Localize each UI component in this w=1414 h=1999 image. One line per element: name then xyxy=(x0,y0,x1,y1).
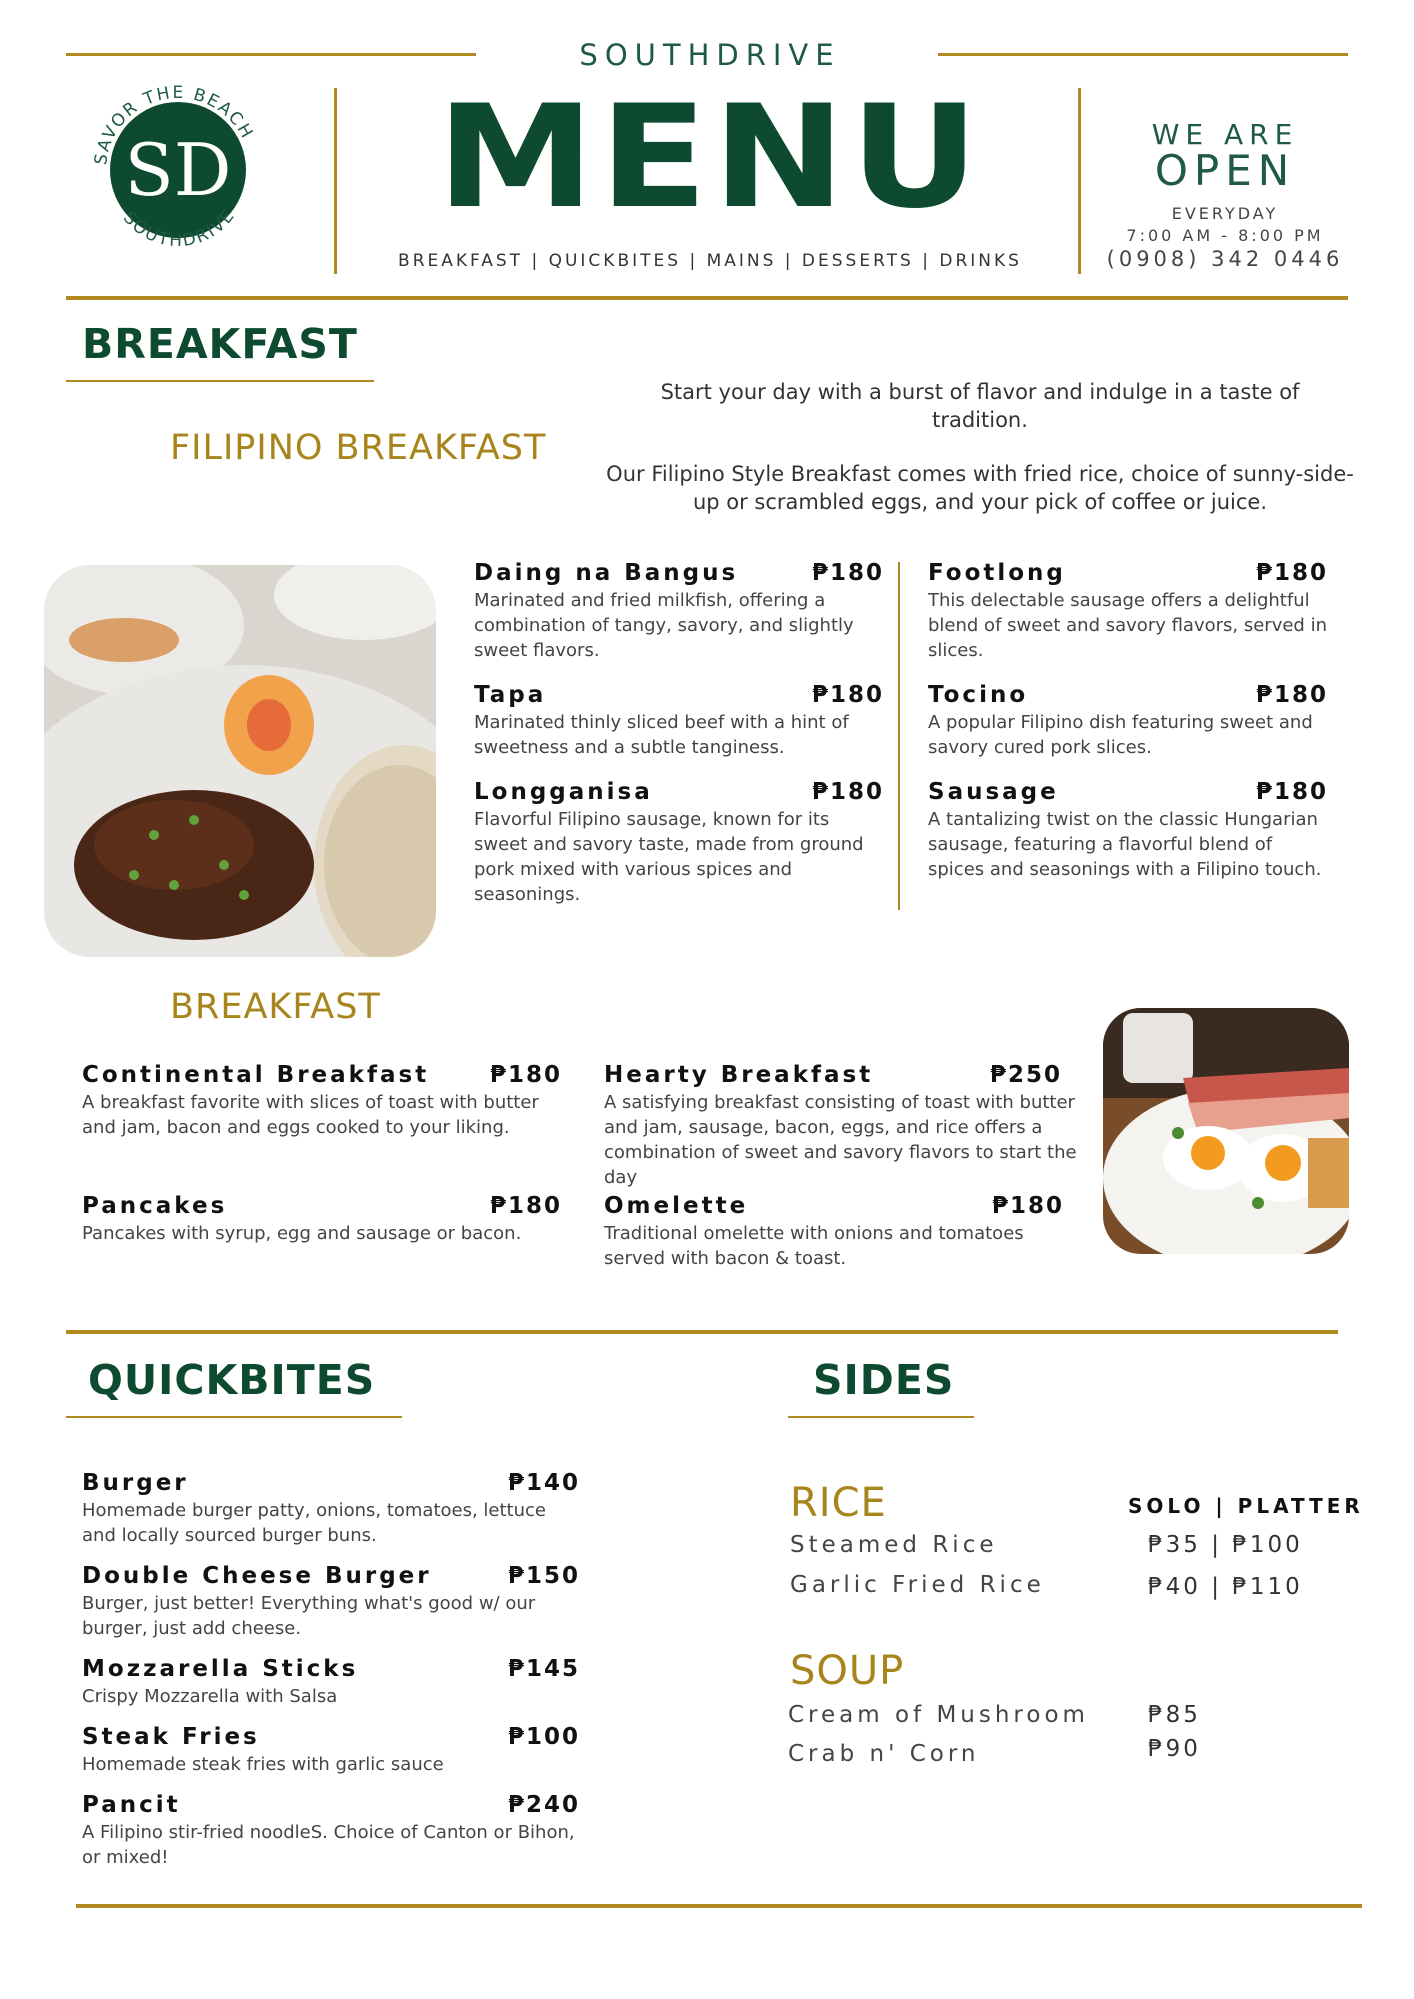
item-name: Hearty Breakfast xyxy=(604,1062,874,1088)
quickbites-underline xyxy=(66,1416,402,1418)
menu-item xyxy=(82,1193,562,1246)
item-desc: Traditional omelette with onions and tomatoes served with bacon & toast. xyxy=(604,1223,1024,1269)
item-desc: A Filipino stir-fried noodleS. Choice of Canton or Bihon, or mixed! xyxy=(82,1822,575,1868)
logo-arc-top: SAVOR THE BEACH xyxy=(91,82,258,167)
item-price: ₱100 xyxy=(507,1724,580,1750)
header-line-left xyxy=(66,53,476,56)
soup-heading: SOUP xyxy=(790,1648,905,1694)
menu-item xyxy=(82,1792,580,1870)
breakfast-subtitle: BREAKFAST xyxy=(170,987,381,1027)
item-desc: Marinated and fried milkfish, offering a combination of tangy, savory, and slightly sweet flavors. xyxy=(474,590,854,661)
header-line-right xyxy=(938,53,1348,56)
item-price: ₱180 xyxy=(991,1193,1064,1219)
item-desc: A breakfast favorite with slices of toast with butter and jam, bacon and eggs cooked to your liking. xyxy=(82,1092,539,1138)
item-name: Steak Fries xyxy=(82,1724,260,1750)
item-name: Omelette xyxy=(604,1193,749,1219)
item-price: ₱180 xyxy=(1255,779,1328,805)
item-price: ₱150 xyxy=(507,1563,580,1589)
side-item-name: Steamed Rice xyxy=(790,1532,998,1558)
solo-platter-label: SOLO | PLATTER xyxy=(1128,1494,1364,1518)
filipino-breakfast-title: FILIPINO BREAKFAST xyxy=(170,428,547,468)
menu-item xyxy=(474,682,884,760)
item-desc: Burger, just better! Everything what's good w/ our burger, just add cheese. xyxy=(82,1593,536,1639)
menu-item xyxy=(928,779,1328,882)
eggs-bacon-illustration xyxy=(1103,1008,1349,1254)
item-price: ₱180 xyxy=(1255,560,1328,586)
menu-item xyxy=(604,1062,1084,1190)
phone-number: (0908) 342 0446 xyxy=(1106,247,1344,271)
item-desc: Flavorful Filipino sausage, known for its sweet and savory taste, made from ground pork mixed with various spices and seasonings. xyxy=(474,809,864,905)
item-name: Burger xyxy=(82,1470,189,1496)
item-name: Pancit xyxy=(82,1792,181,1818)
menu-item xyxy=(928,682,1328,760)
item-price: ₱180 xyxy=(489,1062,562,1088)
item-desc: Pancakes with syrup, egg and sausage or bacon. xyxy=(82,1223,522,1244)
menu-item xyxy=(474,779,884,907)
menu-item xyxy=(82,1470,580,1548)
menu-item xyxy=(82,1656,580,1709)
item-name: Tocino xyxy=(928,682,1029,708)
rice-heading: RICE xyxy=(790,1480,887,1526)
intro-line-1: Start your day with a burst of flavor and indulge in a taste of tradition. xyxy=(660,380,1300,432)
item-name: Longganisa xyxy=(474,779,653,805)
item-desc: Marinated thinly sliced beef with a hint of sweetness and a subtle tanginess. xyxy=(474,712,849,758)
menu-item xyxy=(604,1193,1064,1271)
item-name: Double Cheese Burger xyxy=(82,1563,432,1589)
item-price: ₱240 xyxy=(507,1792,580,1818)
side-item-price: ₱35 | ₱100 xyxy=(1148,1532,1303,1558)
intro-line-2: Our Filipino Style Breakfast comes with fried rice, choice of sunny-side-up or scrambled eggs, and your pick of coffee or juice. xyxy=(606,462,1354,514)
item-price: ₱180 xyxy=(1255,682,1328,708)
item-desc: A popular Filipino dish featuring sweet and savory cured pork slices. xyxy=(928,712,1313,758)
item-price: ₱180 xyxy=(811,560,884,586)
filipino-column-divider xyxy=(898,562,900,910)
header-divider-left xyxy=(334,88,337,274)
item-desc: Homemade steak fries with garlic sauce xyxy=(82,1754,444,1775)
logo-monogram: SD xyxy=(124,128,232,212)
open-label: OPEN xyxy=(1154,146,1296,195)
item-desc: A satisfying breakfast consisting of toast with butter and jam, sausage, bacon, eggs, and rice offers a combination of sweet and savory flavors to start the day xyxy=(604,1092,1077,1188)
item-name: Daing na Bangus xyxy=(474,560,739,586)
header-bottom-line xyxy=(66,296,1348,300)
item-desc: Crispy Mozzarella with Salsa xyxy=(82,1686,338,1707)
side-item-price: ₱85 xyxy=(1148,1702,1201,1728)
footer-line xyxy=(76,1904,1362,1908)
item-price: ₱180 xyxy=(489,1193,562,1219)
item-name: Pancakes xyxy=(82,1193,228,1219)
quickbites-title: QUICKBITES xyxy=(88,1356,376,1404)
tapa-illustration xyxy=(44,565,436,957)
item-desc: This delectable sausage offers a delightful blend of sweet and savory flavors, served in slices. xyxy=(928,590,1327,661)
side-item-price: ₱40 | ₱110 xyxy=(1148,1574,1303,1600)
tapa-photo xyxy=(44,565,436,957)
item-name: Mozzarella Sticks xyxy=(82,1656,359,1682)
sides-underline xyxy=(788,1416,974,1418)
open-hours: 7:00 AM - 8:00 PM xyxy=(1126,226,1324,245)
breakfast-intro xyxy=(600,378,1360,516)
brand-name: SOUTHDRIVE xyxy=(579,38,841,72)
eggs-bacon-photo xyxy=(1103,1008,1349,1254)
menu-item xyxy=(928,560,1328,663)
breakfast-title: BREAKFAST xyxy=(82,320,358,368)
side-item-price: ₱90 xyxy=(1148,1736,1201,1762)
header-divider-right xyxy=(1078,88,1081,274)
opening-hours xyxy=(1090,118,1360,271)
item-desc: Homemade burger patty, onions, tomatoes, lettuce and locally sourced burger buns. xyxy=(82,1500,546,1546)
southdrive-logo xyxy=(78,70,278,270)
open-we-are: WE ARE xyxy=(1151,118,1299,151)
breakfast-bottom-line xyxy=(66,1330,1338,1334)
menu-item xyxy=(474,560,884,663)
side-item-name: Cream of Mushroom xyxy=(788,1702,1089,1728)
menu-item xyxy=(82,1563,580,1641)
item-name: Continental Breakfast xyxy=(82,1062,430,1088)
item-price: ₱250 xyxy=(989,1062,1062,1088)
item-name: Tapa xyxy=(474,682,547,708)
sides-title: SIDES xyxy=(813,1356,955,1404)
side-item-name: Crab n' Corn xyxy=(788,1741,980,1767)
item-price: ₱145 xyxy=(507,1656,580,1682)
side-item-name: Garlic Fried Rice xyxy=(790,1572,1045,1598)
item-name: Sausage xyxy=(928,779,1059,805)
item-desc: A tantalizing twist on the classic Hungarian sausage, featuring a flavorful blend of spices and seasonings with a Filipino touch. xyxy=(928,809,1322,880)
item-price: ₱180 xyxy=(811,779,884,805)
logo-arc-bottom: SOUTHDRIVE xyxy=(119,205,240,252)
item-price: ₱140 xyxy=(507,1470,580,1496)
item-price: ₱180 xyxy=(811,682,884,708)
open-days: EVERYDAY xyxy=(1171,204,1279,223)
breakfast-underline xyxy=(66,380,374,382)
item-name: Footlong xyxy=(928,560,1066,586)
menu-item xyxy=(82,1724,580,1777)
category-nav: BREAKFAST | QUICKBITES | MAINS | DESSERTS | DRINKS xyxy=(398,251,1022,271)
menu-title: MENU xyxy=(436,75,984,240)
menu-item xyxy=(82,1062,562,1140)
